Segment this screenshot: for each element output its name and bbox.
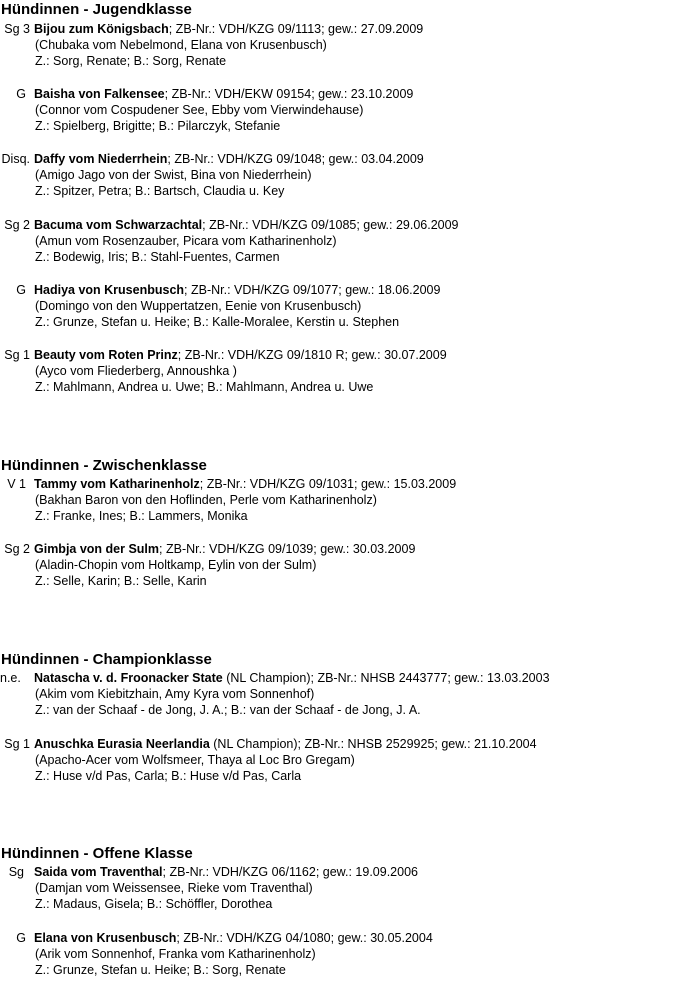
entry-headline: [34, 21, 423, 37]
entry-breeder: Z.: van der Schaaf - de Jong, J. A.; B.: van der Schaaf - de Jong, J. A.: [35, 703, 421, 717]
entry-details: ; ZB-Nr.: VDH/KZG 09/1031; gew.: 15.03.2009: [199, 477, 457, 491]
dog-name: Anuschka Eurasia Neerlandia: [34, 737, 210, 751]
entry-parents: (Domingo von den Wuppertatzen, Eenie von Krusenbusch): [35, 299, 362, 313]
grade-label: Sg 1: [4, 737, 30, 751]
entry-headline: [34, 736, 537, 752]
entry-details: ; ZB-Nr.: NHSB 2529925; gew.: 21.10.2004: [297, 737, 537, 751]
entry-details: ; ZB-Nr.: VDH/EKW 09154; gew.: 23.10.2009: [164, 87, 414, 101]
entry-parents: (Amigo Jago von der Swist, Bina von Niederrhein): [35, 168, 312, 182]
entry-parents: (Arik vom Sonnenhof, Franka vom Katharinenholz): [35, 947, 316, 961]
grade-label: G: [16, 87, 26, 101]
entry-parents: (Ayco vom Fliederberg, Annoushka ): [35, 364, 237, 378]
grade-label: V 1: [7, 477, 26, 491]
dog-name: Daffy vom Niederrhein: [34, 152, 168, 166]
entry-parents: (Chubaka vom Nebelmond, Elana von Krusenbusch): [35, 38, 327, 52]
entry-parents: (Bakhan Baron von den Hoflinden, Perle vom Katharinenholz): [35, 493, 377, 507]
entry-details: ; ZB-Nr.: VDH/KZG 06/1162; gew.: 19.09.2006: [162, 865, 418, 879]
entry-breeder: Z.: Franke, Ines; B.: Lammers, Monika: [35, 509, 248, 523]
entry-headline: [34, 541, 415, 557]
dog-name: Saida vom Traventhal: [34, 865, 163, 879]
dog-name: Elana von Krusenbusch: [34, 931, 177, 945]
entry-headline: [34, 86, 413, 102]
entry-extra: (NL Champion): [209, 737, 298, 751]
entry-parents: (Damjan vom Weissensee, Rieke vom Traventhal): [35, 881, 313, 895]
entry-breeder: Z.: Spitzer, Petra; B.: Bartsch, Claudia u. Key: [35, 184, 285, 198]
entry-parents: (Aladin-Chopin vom Holtkamp, Eylin von der Sulm): [35, 558, 317, 572]
entry-parents: (Connor vom Cospudener See, Ebby vom Vierwindehause): [35, 103, 364, 117]
entry-breeder: Z.: Mahlmann, Andrea u. Uwe; B.: Mahlmann, Andrea u. Uwe: [35, 380, 374, 394]
grade-label: Sg: [8, 865, 24, 879]
entry-details: ; ZB-Nr.: NHSB 2443777; gew.: 13.03.2003: [310, 671, 550, 685]
entry-headline: [34, 282, 440, 298]
section-title: Hündinnen - Championklasse: [1, 651, 212, 668]
grade-label: Sg 2: [4, 542, 30, 556]
grade-label: Sg 3: [4, 22, 30, 36]
grade-label: Sg 2: [4, 218, 30, 232]
entry-breeder: Z.: Bodewig, Iris; B.: Stahl-Fuentes, Carmen: [35, 250, 280, 264]
entry-headline: [34, 217, 459, 233]
dog-name: Gimbja von der Sulm: [34, 542, 160, 556]
entry-breeder: Z.: Spielberg, Brigitte; B.: Pilarczyk, Stefanie: [35, 119, 281, 133]
entry-breeder: Z.: Huse v/d Pas, Carla; B.: Huse v/d Pas, Carla: [35, 769, 302, 783]
section-title: Hündinnen - Offene Klasse: [1, 845, 193, 862]
entry-breeder: Z.: Grunze, Stefan u. Heike; B.: Kalle-Moralee, Kerstin u. Stephen: [35, 315, 400, 329]
section-title: Hündinnen - Zwischenklasse: [1, 457, 207, 474]
entry-parents: (Akim vom Kiebitzhain, Amy Kyra vom Sonnenhof): [35, 687, 315, 701]
grade-label: Disq.: [1, 152, 30, 166]
entry-breeder: Z.: Selle, Karin; B.: Selle, Karin: [35, 574, 207, 588]
entry-breeder: Z.: Grunze, Stefan u. Heike; B.: Sorg, Renate: [35, 963, 286, 977]
entry-headline: [34, 930, 433, 946]
entry-breeder: Z.: Sorg, Renate; B.: Sorg, Renate: [35, 54, 227, 68]
grade-label: G: [16, 931, 26, 945]
grade-label: G: [16, 283, 26, 297]
dog-name: Bacuma vom Schwarzachtal: [34, 218, 203, 232]
entry-details: ; ZB-Nr.: VDH/KZG 09/1048; gew.: 03.04.2009: [167, 152, 424, 166]
dog-name: Hadiya von Krusenbusch: [34, 283, 185, 297]
dog-name: Baisha von Falkensee: [34, 87, 165, 101]
entry-details: ; ZB-Nr.: VDH/KZG 09/1039; gew.: 30.03.2009: [159, 542, 416, 556]
entry-details: ; ZB-Nr.: VDH/KZG 09/1810 R; gew.: 30.07.2009: [177, 348, 447, 362]
section-title: Hündinnen - Jugendklasse: [1, 1, 192, 18]
entry-headline: [34, 476, 456, 492]
entry-headline: [34, 347, 447, 363]
entry-extra: (NL Champion): [222, 671, 311, 685]
entry-headline: [34, 151, 424, 167]
entry-details: ; ZB-Nr.: VDH/KZG 04/1080; gew.: 30.05.2004: [176, 931, 433, 945]
grade-label: n.e.: [0, 671, 21, 685]
entry-details: ; ZB-Nr.: VDH/KZG 09/1077; gew.: 18.06.2009: [184, 283, 441, 297]
entry-headline: [34, 670, 550, 686]
dog-name: Tammy vom Katharinenholz: [34, 477, 200, 491]
dog-name: Beauty vom Roten Prinz: [34, 348, 178, 362]
dog-name: Bijou zum Königsbach: [34, 22, 169, 36]
grade-label: Sg 1: [4, 348, 30, 362]
entry-parents: (Apacho-Acer vom Wolfsmeer, Thaya al Loc Bro Gregam): [35, 753, 355, 767]
entry-details: ; ZB-Nr.: VDH/KZG 09/1085; gew.: 29.06.2009: [202, 218, 459, 232]
entry-breeder: Z.: Madaus, Gisela; B.: Schöffler, Dorothea: [35, 897, 273, 911]
entry-parents: (Amun vom Rosenzauber, Picara vom Katharinenholz): [35, 234, 337, 248]
dog-name: Natascha v. d. Froonacker State: [34, 671, 223, 685]
entry-details: ; ZB-Nr.: VDH/KZG 09/1113; gew.: 27.09.2009: [168, 22, 424, 36]
entry-headline: [34, 864, 418, 880]
